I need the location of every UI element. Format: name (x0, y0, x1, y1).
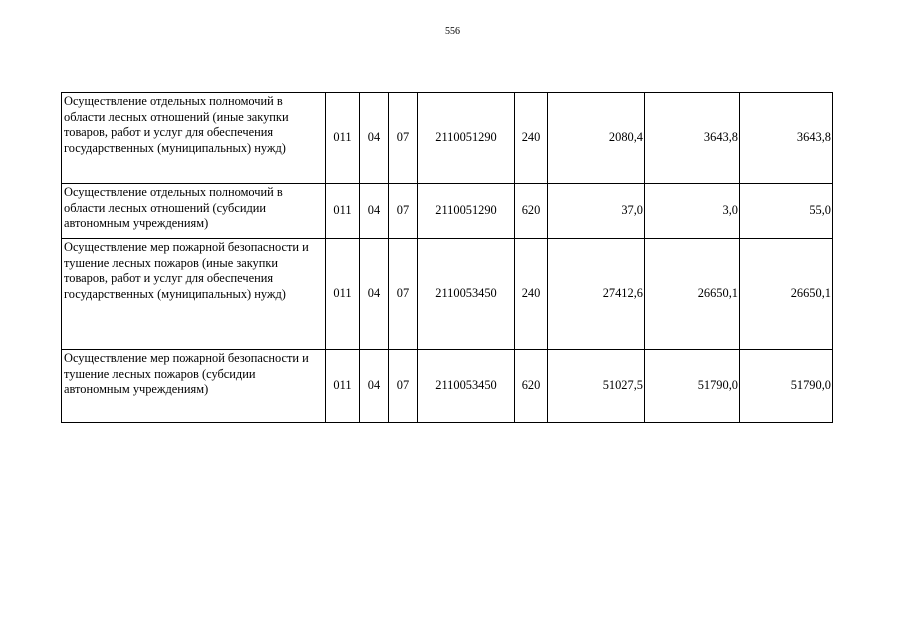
amount-1-cell: 37,0 (548, 184, 645, 239)
target-article-cell: 2110053450 (418, 350, 515, 423)
description-cell: Осуществление отдельных полномочий в области лесных отношений (субсидии автономным учреждениям) (62, 184, 326, 239)
target-article-cell: 2110051290 (418, 184, 515, 239)
ministry-code-cell: 011 (326, 350, 360, 423)
amount-1-cell: 51027,5 (548, 350, 645, 423)
subsection-code-cell: 07 (389, 350, 418, 423)
amount-2-cell: 3,0 (645, 184, 740, 239)
section-code-cell: 04 (360, 93, 389, 184)
amount-2-cell: 3643,8 (645, 93, 740, 184)
description-cell: Осуществление мер пожарной безопасности и тушение лесных пожаров (субсидии автономным учреждениям) (62, 350, 326, 423)
amount-1-cell: 2080,4 (548, 93, 645, 184)
description-cell: Осуществление мер пожарной безопасности и тушение лесных пожаров (иные закупки товаров, работ и услуг для обеспечения государственных (муниципальных) нужд) (62, 239, 326, 350)
table-row (62, 93, 833, 184)
table-row (62, 184, 833, 239)
ministry-code-cell: 011 (326, 239, 360, 350)
section-code-cell: 04 (360, 239, 389, 350)
table-row (62, 239, 833, 350)
target-article-cell: 2110053450 (418, 239, 515, 350)
ministry-code-cell: 011 (326, 184, 360, 239)
section-code-cell: 04 (360, 350, 389, 423)
subsection-code-cell: 07 (389, 239, 418, 350)
page-number: 556 (445, 26, 460, 37)
table-row (62, 350, 833, 423)
expense-type-cell: 240 (515, 239, 548, 350)
amount-2-cell: 51790,0 (645, 350, 740, 423)
ministry-code-cell: 011 (326, 93, 360, 184)
target-article-cell: 2110051290 (418, 93, 515, 184)
amount-3-cell: 3643,8 (740, 93, 833, 184)
expense-type-cell: 240 (515, 93, 548, 184)
amount-2-cell: 26650,1 (645, 239, 740, 350)
amount-3-cell: 51790,0 (740, 350, 833, 423)
section-code-cell: 04 (360, 184, 389, 239)
subsection-code-cell: 07 (389, 184, 418, 239)
budget-table (61, 92, 833, 423)
expense-type-cell: 620 (515, 184, 548, 239)
expense-type-cell: 620 (515, 350, 548, 423)
subsection-code-cell: 07 (389, 93, 418, 184)
amount-3-cell: 55,0 (740, 184, 833, 239)
amount-1-cell: 27412,6 (548, 239, 645, 350)
amount-3-cell: 26650,1 (740, 239, 833, 350)
description-cell: Осуществление отдельных полномочий в области лесных отношений (иные закупки товаров, работ и услуг для обеспечения государственных (муниципальных) нужд) (62, 93, 326, 184)
